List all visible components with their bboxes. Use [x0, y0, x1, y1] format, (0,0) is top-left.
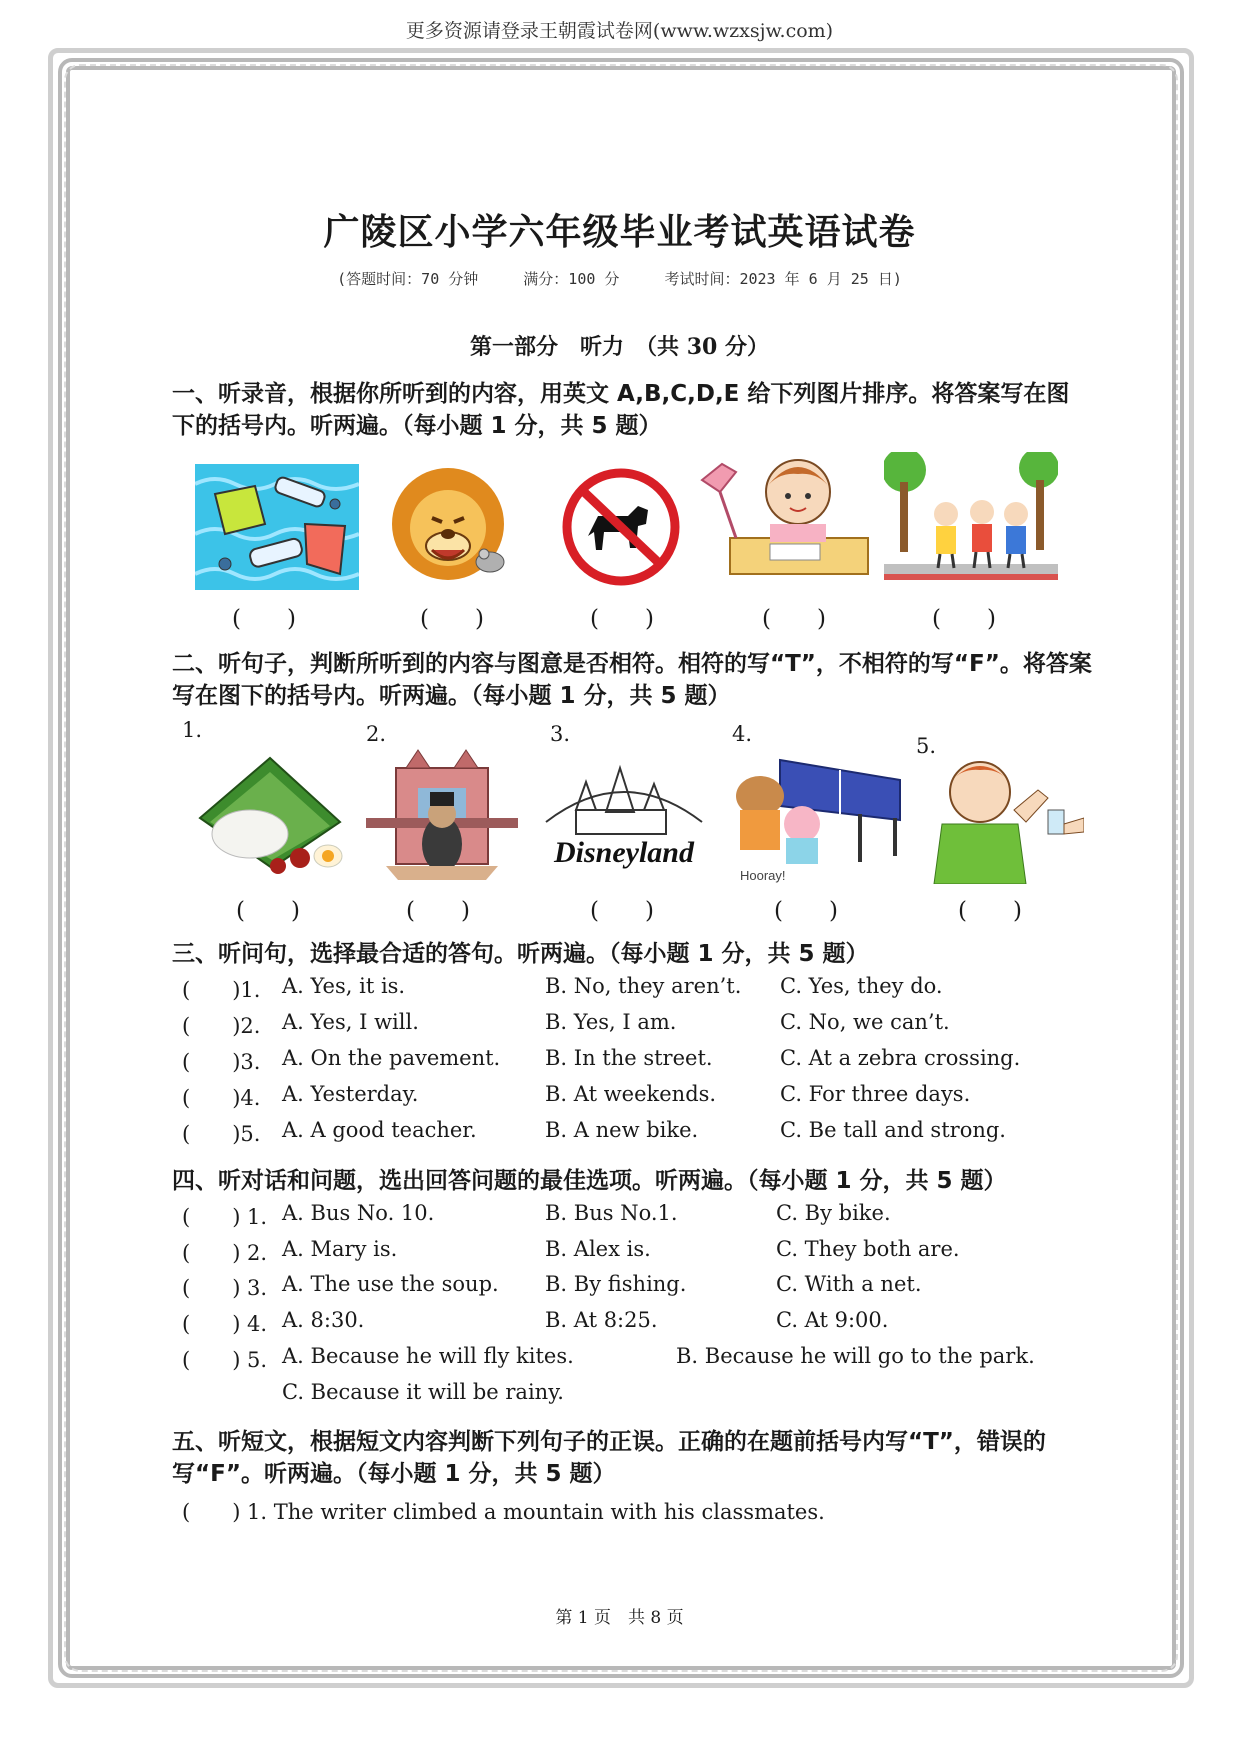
item-number: 2. — [366, 722, 387, 746]
question-number[interactable]: ( )5. — [182, 1122, 261, 1146]
question-number[interactable]: ( ) 5. — [182, 1348, 268, 1372]
option-b: B. No, they aren’t. — [545, 974, 742, 998]
part-one-title: 第一部分 听力 （共 30 分） — [470, 334, 769, 360]
option-a: A. Yesterday. — [282, 1082, 419, 1106]
hooray-text: Hooray! — [740, 868, 786, 883]
disneyland-text: Disneyland — [553, 836, 695, 869]
statement-item[interactable]: ( ) 1. The writer climbed a mountain with his classmates. — [182, 1500, 825, 1524]
option-c: C. At 9:00. — [776, 1308, 889, 1332]
answer-bracket[interactable]: ( ) — [774, 898, 838, 924]
option-c: C. For three days. — [780, 1082, 971, 1106]
option-b: B. Because he will go to the park. — [676, 1344, 1035, 1368]
section2-heading: 二、听句子，判断所听到的内容与图意是否相符。相符的写“T”，不相符的写“F”。将答案写在图下的括号内。听两遍。（每小题 1 分，共 5 题） — [172, 651, 1092, 709]
question-number[interactable]: ( )3. — [182, 1050, 261, 1074]
disneyland-logo — [536, 762, 712, 874]
tower-bridge-cartoon-icon — [366, 748, 518, 880]
item-number: 4. — [732, 722, 753, 746]
option-b: B. Alex is. — [545, 1237, 651, 1261]
option-b: B. At 8:25. — [545, 1308, 658, 1332]
option-c: C. Be tall and strong. — [780, 1118, 1006, 1142]
option-b: B. Bus No.1. — [545, 1201, 678, 1225]
option-b: B. At weekends. — [545, 1082, 717, 1106]
answer-bracket[interactable]: ( ) — [590, 606, 654, 632]
answer-bracket[interactable]: ( ) — [406, 898, 470, 924]
question-number[interactable]: ( ) 1. — [182, 1205, 268, 1229]
question-number[interactable]: ( )1. — [182, 978, 261, 1002]
plastic-waste-icon — [195, 464, 359, 590]
answer-bracket[interactable]: ( ) — [958, 898, 1022, 924]
option-a: A. 8:30. — [282, 1308, 365, 1332]
page-number: 第 1 页 共 8 页 — [555, 1608, 684, 1628]
girl-studying-icon — [700, 452, 870, 580]
answer-bracket[interactable]: ( ) — [420, 606, 484, 632]
question-number[interactable]: ( ) 2. — [182, 1241, 268, 1265]
ping-pong-icon — [730, 750, 904, 886]
lion-and-mouse-icon — [380, 462, 520, 592]
exam-meta — [0, 268, 1239, 289]
children-walking-icon — [884, 452, 1058, 590]
exam-score: 满分：100 分 — [523, 270, 620, 288]
question-number[interactable]: ( ) 4. — [182, 1312, 268, 1336]
item-number: 1. — [182, 718, 203, 742]
option-a: A. On the pavement. — [282, 1046, 501, 1070]
question-number[interactable]: ( )4. — [182, 1086, 261, 1110]
option-b: B. In the street. — [545, 1046, 713, 1070]
refusing-water-icon — [918, 750, 1084, 884]
option-a: A. Yes, I will. — [282, 1010, 419, 1034]
section5-heading: 五、听短文，根据短文内容判断下列句子的正误。正确的在题前括号内写“T”，错误的写“F”。听两遍。（每小题 1 分，共 5 题） — [172, 1429, 1046, 1487]
option-c: C. With a net. — [776, 1272, 922, 1296]
section4-heading: 四、听对话和问题，选出回答问题的最佳选项。听两遍。（每小题 1 分，共 5 题） — [172, 1168, 1007, 1194]
question-number[interactable]: ( ) 3. — [182, 1276, 268, 1300]
watermark-text: 更多资源请登录王朝霞试卷网(www.wzxsjw.com) — [405, 20, 834, 42]
item-number: 5. — [916, 734, 937, 758]
option-a: A. A good teacher. — [282, 1118, 477, 1142]
answer-bracket[interactable]: ( ) — [932, 606, 996, 632]
answer-bracket[interactable]: ( ) — [232, 606, 296, 632]
exam-duration: (答题时间：70 分钟 — [337, 270, 479, 288]
section3-heading: 三、听问句，选择最合适的答句。听两遍。（每小题 1 分，共 5 题） — [172, 941, 869, 967]
option-a: A. Mary is. — [282, 1237, 398, 1261]
option-c: C. Yes, they do. — [780, 974, 943, 998]
option-a: A. Because he will fly kites. — [282, 1344, 574, 1368]
answer-bracket[interactable]: ( ) — [762, 606, 826, 632]
no-dogs-sign-icon — [558, 466, 684, 588]
option-c: C. No, we can’t. — [780, 1010, 950, 1034]
option-c: C. At a zebra crossing. — [780, 1046, 1021, 1070]
option-a: A. Yes, it is. — [282, 974, 406, 998]
option-c: C. They both are. — [776, 1237, 960, 1261]
answer-bracket[interactable]: ( ) — [236, 898, 300, 924]
option-c: C. Because it will be rainy. — [282, 1380, 564, 1404]
question-number[interactable]: ( )2. — [182, 1014, 261, 1038]
option-a: A. The use the soup. — [282, 1272, 499, 1296]
option-a: A. Bus No. 10. — [282, 1201, 435, 1225]
item-number: 3. — [550, 722, 571, 746]
option-b: B. A new bike. — [545, 1118, 699, 1142]
option-b: B. Yes, I am. — [545, 1010, 677, 1034]
section1-heading: 一、听录音，根据你所听到的内容，用英文 A,B,C,D,E 给下列图片排序。将答案写在图下的括号内。听两遍。（每小题 1 分，共 5 题） — [172, 381, 1070, 439]
answer-bracket[interactable]: ( ) — [590, 898, 654, 924]
exam-date: 考试时间：2023 年 6 月 25 日) — [664, 270, 902, 288]
option-b: B. By fishing. — [545, 1272, 687, 1296]
zongzi-icon — [180, 748, 358, 878]
page-title: 广陵区小学六年级毕业考试英语试卷 — [323, 212, 916, 253]
option-c: C. By bike. — [776, 1201, 891, 1225]
